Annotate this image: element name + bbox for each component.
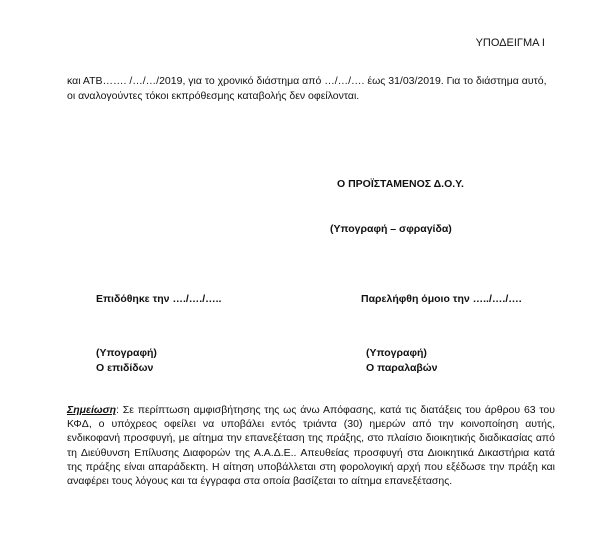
authority-title: Ο ΠΡΟΪΣΤΑΜΕΝΟΣ Δ.Ο.Υ. bbox=[337, 178, 464, 190]
received-line: Παρελήφθη όμοιο την …../…./…. bbox=[361, 293, 522, 305]
signature-stamp-label: (Υπογραφή – σφραγίδα) bbox=[330, 223, 452, 235]
left-signature-role: Ο επιδίδων bbox=[96, 362, 154, 374]
right-signature-role: Ο παραλαβών bbox=[366, 362, 438, 374]
left-signature-label: (Υπογραφή) bbox=[96, 347, 157, 359]
note-text: : Σε περίπτωση αμφισβήτησης της ως άνω Απόφασης, κατά τις διατάξεις του άρθρου 63 του ΚΦΔ, ο υπόχρεος οφείλει να υποβάλει εντός τριάντα (30) ημερών από την κοινοποίηση αυτής, ενδικοφανή προσφυγή, με αίτημα την επανεξέταση της πράξης, στο πλαίσιο διοικητικής διαδικασίας από τη Διεύθυνση Επίλυσης Διαφορών της Α.Α.Δ.Ε.. Απευθείας προσφυγή στα Διοικητικά Δικαστήρια κατά της πράξης είναι απαράδεκτη. Η αίτηση υποβάλλεται στη φορολογική αρχή που εξέδωσε την πράξη και αναφέρει τους λόγους και τα έγγραφα στα οποία βασίζεται το αίτημα επανεξέτασης. bbox=[67, 404, 555, 488]
note-label: Σημείωση bbox=[67, 404, 117, 416]
intro-paragraph: και ΑΤΒ……. /…/…/2019, για το χρονικό διάστημα από …/…/…. έως 31/03/2019. Για το διάστημα αυτό, οι αναλογούντες τόκοι εκπρόθεσμης καταβολής δεν οφείλονται. bbox=[67, 75, 547, 102]
right-signature-label: (Υπογραφή) bbox=[366, 347, 427, 359]
note-paragraph bbox=[67, 403, 555, 488]
model-label: ΥΠΟΔΕΙΓΜΑ Ι bbox=[475, 37, 545, 49]
delivered-line: Επιδόθηκε την …./…./….. bbox=[96, 293, 222, 305]
